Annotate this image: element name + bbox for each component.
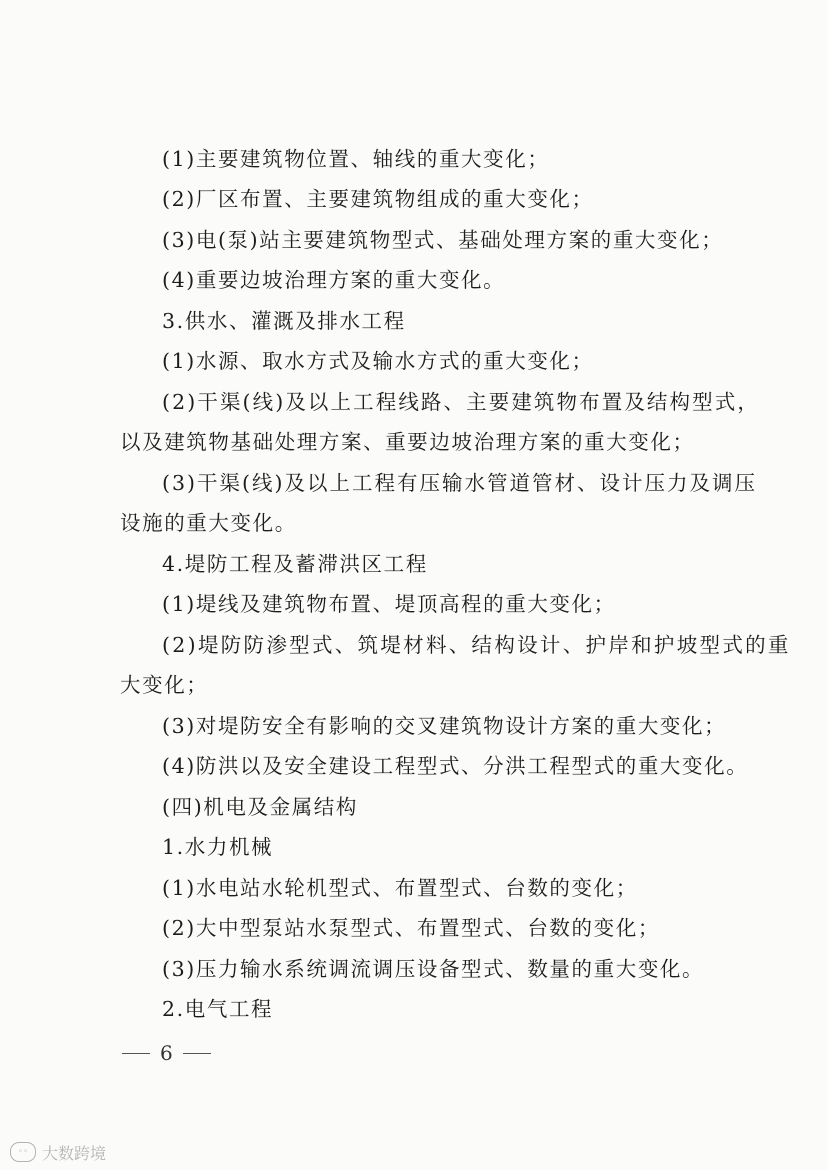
text-line: (3)对堤防安全有影响的交叉建筑物设计方案的重大变化； [162,714,727,738]
section-heading: 2.电气工程 [162,997,274,1021]
text-line: (1)水源、取水方式及输水方式的重大变化； [162,349,594,373]
text-line: (1)水电站水轮机型式、布置型式、台数的变化； [162,876,638,900]
text-line: (1)主要建筑物位置、轴线的重大变化； [162,147,550,171]
watermark-text: 大数跨境 [42,1143,107,1163]
text-line: 以及建筑物基础处理方案、重要边坡治理方案的重大变化； [120,430,695,454]
text-line: (3)电(泵)站主要建筑物型式、基础处理方案的重大变化； [162,228,724,252]
text-line: 设施的重大变化。 [120,511,297,535]
text-line: (2)大中型泵站水泵型式、布置型式、台数的变化； [162,916,660,940]
text-line: 大变化； [120,673,209,697]
page-footer [122,1038,211,1068]
watermark [10,1140,106,1164]
text-line: (3)干渠(线)及以上工程有压输水管道管材、设计压力及调压 [162,471,758,495]
section-heading: 4.堤防工程及蓄滞洪区工程 [162,552,428,576]
text-line: (4)防洪以及安全建设工程型式、分洪工程型式的重大变化。 [162,754,749,778]
text-line: (3)压力输水系统调流调压设备型式、数量的重大变化。 [162,957,705,981]
text-line: (2)堤防防渗型式、筑堤材料、结构设计、护岸和护坡型式的重 [162,633,791,657]
text-line: (4)重要边坡治理方案的重大变化。 [162,268,506,292]
page-number: 6 [160,1041,173,1065]
section-heading: (四)机电及金属结构 [162,795,358,819]
footer-dash-right [183,1053,211,1054]
watermark-logo-icon: ◦◦ [10,1142,36,1162]
section-heading: 3.供水、灌溉及排水工程 [162,309,406,333]
footer-dash-left [122,1053,150,1054]
text-line: (2)厂区布置、主要建筑物组成的重大变化； [162,187,594,211]
text-line: (2)干渠(线)及以上工程线路、主要建筑物布置及结构型式， [162,390,760,414]
section-heading: 1.水力机械 [162,835,274,859]
text-line: (1)堤线及建筑物布置、堤顶高程的重大变化； [162,592,616,616]
